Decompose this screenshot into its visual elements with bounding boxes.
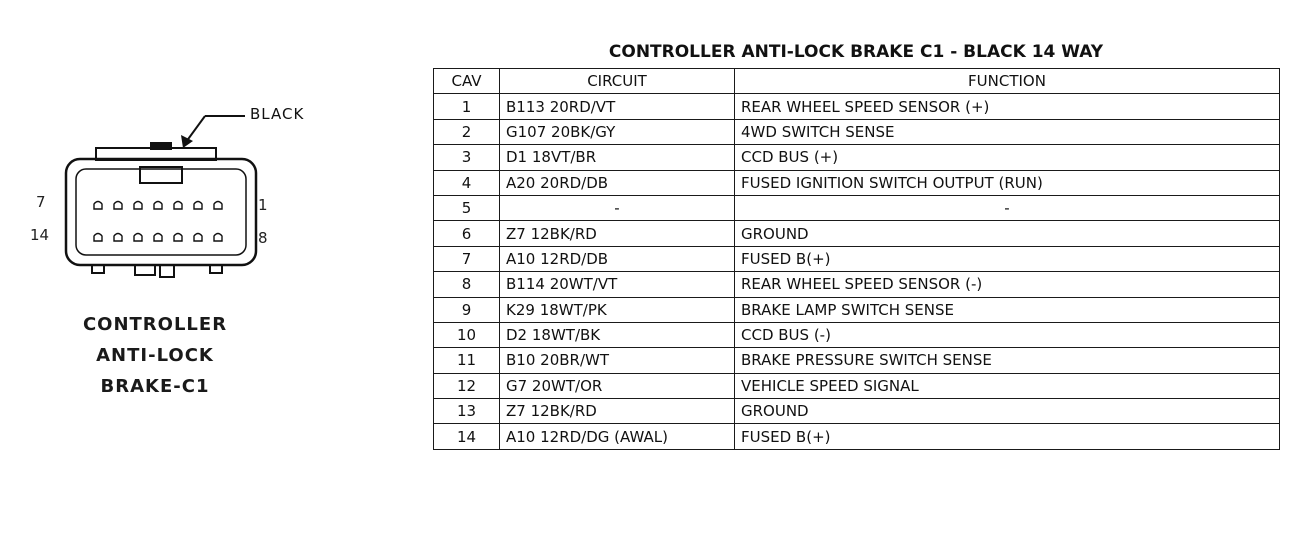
cell-cav: 2 <box>434 119 500 144</box>
cavity-12 <box>174 234 182 242</box>
cavity-11 <box>154 234 162 242</box>
cavity-1 <box>94 202 102 210</box>
table-row <box>434 170 1280 195</box>
cavity-7 <box>214 202 222 210</box>
cell-function: VEHICLE SPEED SIGNAL <box>735 373 1280 398</box>
cell-cav: 12 <box>434 373 500 398</box>
cell-function: GROUND <box>735 399 1280 424</box>
pin-label-8: 8 <box>258 229 268 247</box>
cell-cav: 1 <box>434 94 500 119</box>
caption-line-2: ANTI-LOCK <box>96 345 214 366</box>
cavity-6 <box>194 202 202 210</box>
cell-circuit: A10 12RD/DG (AWAL) <box>500 424 735 449</box>
cell-function: CCD BUS (+) <box>735 145 1280 170</box>
cell-cav: 13 <box>434 399 500 424</box>
cavity-13 <box>194 234 202 242</box>
cell-function: BRAKE LAMP SWITCH SENSE <box>735 297 1280 322</box>
cell-cav: 6 <box>434 221 500 246</box>
cell-function: CCD BUS (-) <box>735 322 1280 347</box>
cavity-8 <box>94 234 102 242</box>
cell-circuit: - <box>500 195 735 220</box>
cell-circuit: D1 18VT/BR <box>500 145 735 170</box>
cell-circuit: G7 20WT/OR <box>500 373 735 398</box>
cavity-3 <box>134 202 142 210</box>
cell-function: FUSED B(+) <box>735 424 1280 449</box>
cell-cav: 3 <box>434 145 500 170</box>
cell-function: - <box>735 195 1280 220</box>
cell-function: REAR WHEEL SPEED SENSOR (+) <box>735 94 1280 119</box>
header-circuit: CIRCUIT <box>500 69 735 94</box>
table-row <box>434 297 1280 322</box>
cell-cav: 11 <box>434 348 500 373</box>
cell-function: 4WD SWITCH SENSE <box>735 119 1280 144</box>
cell-circuit: A10 12RD/DB <box>500 246 735 271</box>
table-row <box>434 272 1280 297</box>
cell-function: BRAKE PRESSURE SWITCH SENSE <box>735 348 1280 373</box>
table-row <box>434 373 1280 398</box>
cell-circuit: B10 20BR/WT <box>500 348 735 373</box>
cavity-4 <box>154 202 162 210</box>
caption-line-1: CONTROLLER <box>82 314 228 335</box>
table-row <box>434 221 1280 246</box>
table-row <box>434 119 1280 144</box>
cell-cav: 10 <box>434 322 500 347</box>
black-label: BLACK <box>250 105 305 123</box>
cavity-grid <box>94 202 222 242</box>
header-row <box>434 69 1280 94</box>
header-function: FUNCTION <box>735 69 1280 94</box>
pin-label-7: 7 <box>36 193 46 211</box>
table-row <box>434 246 1280 271</box>
cell-function: REAR WHEEL SPEED SENSOR (-) <box>735 272 1280 297</box>
cell-circuit: G107 20BK/GY <box>500 119 735 144</box>
cell-cav: 14 <box>434 424 500 449</box>
cell-circuit: B114 20WT/VT <box>500 272 735 297</box>
cell-function: FUSED IGNITION SWITCH OUTPUT (RUN) <box>735 170 1280 195</box>
table-row <box>434 145 1280 170</box>
table-row <box>434 195 1280 220</box>
cell-circuit: K29 18WT/PK <box>500 297 735 322</box>
cavity-9 <box>114 234 122 242</box>
cell-circuit: D2 18WT/BK <box>500 322 735 347</box>
cavity-14 <box>214 234 222 242</box>
header-cav: CAV <box>434 69 500 94</box>
table-title: CONTROLLER ANTI-LOCK BRAKE C1 - BLACK 14 WAY <box>608 42 1104 62</box>
connector-drawing <box>0 0 420 540</box>
connector-figure <box>0 0 420 540</box>
table-row <box>434 424 1280 449</box>
cavity-10 <box>134 234 142 242</box>
cell-cav: 5 <box>434 195 500 220</box>
cell-circuit: Z7 12BK/RD <box>500 399 735 424</box>
cell-function: FUSED B(+) <box>735 246 1280 271</box>
table-row <box>434 94 1280 119</box>
cell-circuit: A20 20RD/DB <box>500 170 735 195</box>
cell-function: GROUND <box>735 221 1280 246</box>
cell-cav: 4 <box>434 170 500 195</box>
table-row <box>434 399 1280 424</box>
cavity-5 <box>174 202 182 210</box>
pin-label-1: 1 <box>258 196 268 214</box>
cell-circuit: B113 20RD/VT <box>500 94 735 119</box>
table-row <box>434 348 1280 373</box>
cell-cav: 7 <box>434 246 500 271</box>
pin-table <box>433 68 1280 450</box>
cell-cav: 8 <box>434 272 500 297</box>
cell-circuit: Z7 12BK/RD <box>500 221 735 246</box>
pin-label-14: 14 <box>30 226 50 244</box>
cell-cav: 9 <box>434 297 500 322</box>
caption-line-3: BRAKE-C1 <box>100 376 210 397</box>
cavity-2 <box>114 202 122 210</box>
table-row <box>434 322 1280 347</box>
